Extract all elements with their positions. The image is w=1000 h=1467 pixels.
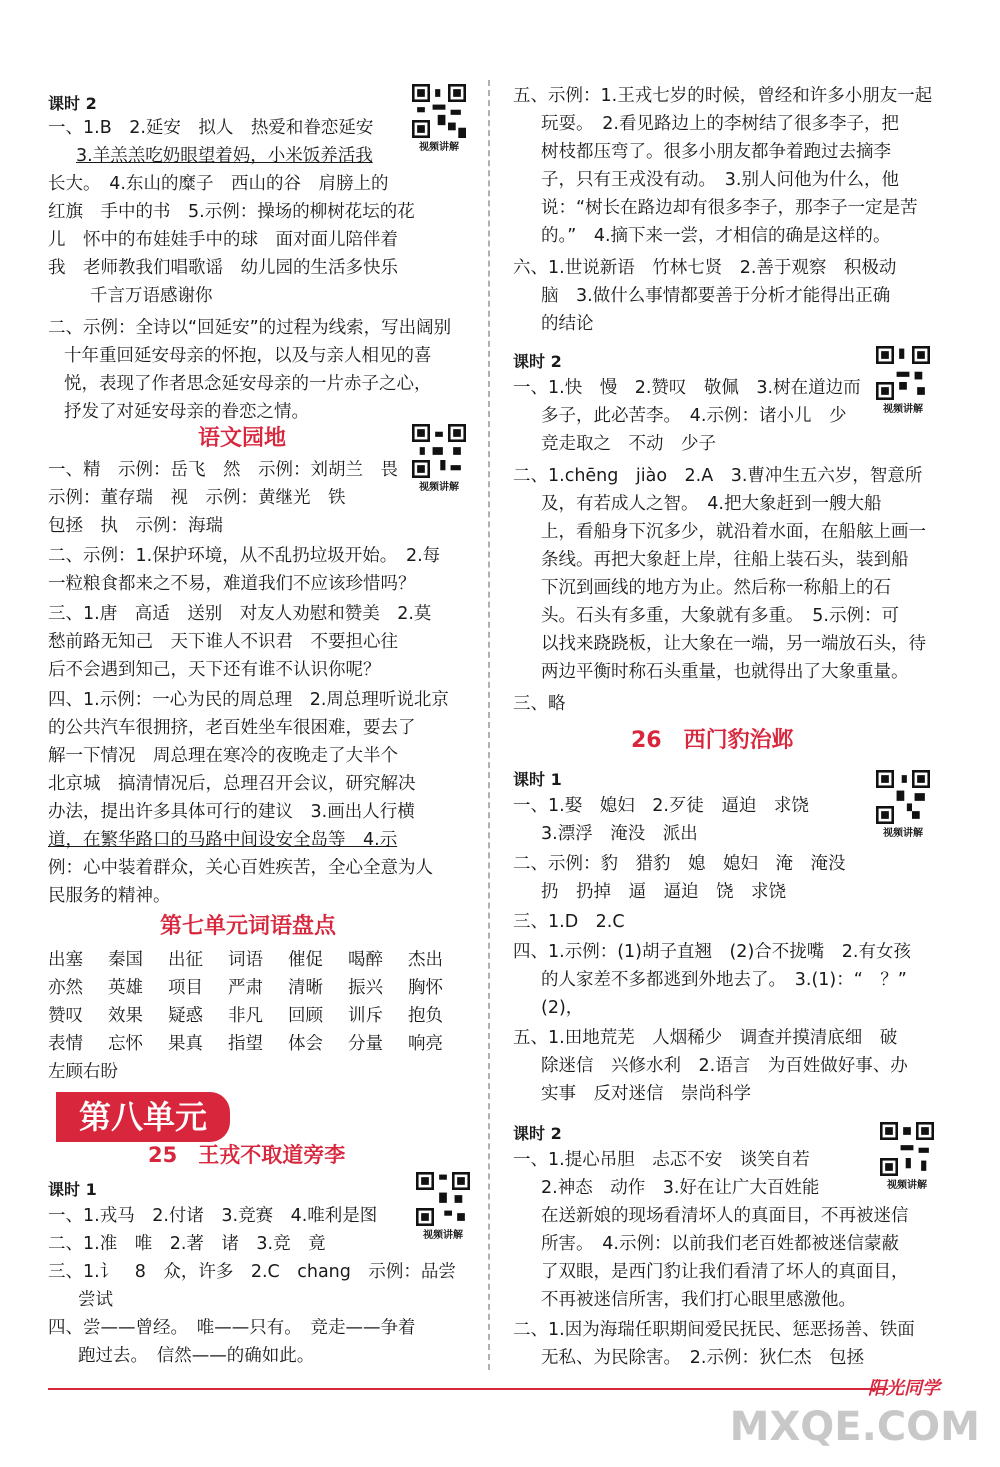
word: 疑惑 [168, 1006, 203, 1026]
answer-line: 千言万语感谢你 [90, 286, 213, 306]
word: 忘怀 [108, 1034, 143, 1054]
qr-label: 视频讲解 [419, 142, 459, 153]
answer-line: 3.羊羔羔吃奶眼望着妈，小米饭养活我 [76, 146, 373, 166]
word: 词语 [228, 950, 263, 970]
word: 表情 [48, 1034, 83, 1054]
brand-logo: 阳光同学 [868, 1378, 940, 1399]
qr-code[interactable] [412, 424, 466, 493]
answer-line: 五、示例：1.王戎七岁的时候，曾经和许多小朋友一起 [513, 86, 933, 106]
answer-line: 二、1.chēng jiào 2.A 3.曹冲生五六岁，智意所 [513, 466, 923, 486]
answer-line: 的人家差不多都逃到外地去了。 3.(1)：“ ？” [541, 970, 907, 990]
watermark: MXQE.COM [729, 1404, 980, 1450]
answer-line: 尝试 [78, 1290, 113, 1310]
word: 振兴 [348, 978, 383, 998]
unit-banner: 第八单元 [56, 1092, 230, 1142]
word: 英雄 [108, 978, 143, 998]
qr-code-icon [412, 84, 466, 138]
answer-line: 一、1.提心吊胆 忐忑不安 谈笑自若 [513, 1150, 810, 1170]
answer-line: (2)， [541, 998, 584, 1018]
qr-code[interactable] [412, 84, 466, 153]
qr-code-icon [416, 1172, 470, 1226]
word: 清晰 [288, 978, 323, 998]
section-title: 第七单元词语盘点 [160, 914, 337, 939]
word: 响亮 [408, 1034, 443, 1054]
word-row [48, 1030, 468, 1058]
answer-line: 子，只有王戎没有动。 3.别人问他为什么，他 [541, 170, 899, 190]
answer-line: 二、示例：豹 猎豹 媳 媳妇 淹 淹没 [513, 854, 846, 874]
answer-line: 二、示例：全诗以“回延安”的过程为线索，写出阔别 [48, 318, 452, 338]
word: 效果 [108, 1006, 143, 1026]
word-row [48, 974, 468, 1002]
answer-line: 红旗 手中的书 5.示例：操场的柳树花坛的花 [48, 202, 415, 222]
lesson-title: 26 西门豹治邺 [631, 728, 794, 753]
qr-code-icon [876, 770, 930, 824]
answer-line: 二、示例：1.保护环境，从不乱扔垃圾开始。 2.每 [48, 546, 441, 566]
word: 抱负 [408, 1006, 443, 1026]
answer-line: 三、1.D 2.C [513, 912, 625, 932]
qr-code[interactable] [876, 770, 930, 839]
answer-line: 四、1.示例：(1)胡子直翘 (2)合不拢嘴 2.有女孩 [513, 942, 911, 962]
answer-line: 长大。 4.东山的糜子 西山的谷 肩膀上的 [48, 174, 389, 194]
word: 非凡 [228, 1006, 263, 1026]
word: 亦然 [48, 978, 83, 998]
answer-line: 两边平衡时称石头重量，也就得出了大象重量。 [541, 662, 909, 682]
answer-line: 3.漂浮 淹没 派出 [541, 824, 698, 844]
answer-line: 二、1.准 唯 2.著 诸 3.竞 竟 [48, 1234, 326, 1254]
word: 胸怀 [408, 978, 443, 998]
answer-line: 办法，提出许多具体可行的建议 3.画出人行横 [48, 802, 415, 822]
word: 训斥 [348, 1006, 383, 1026]
answer-line: 的。” 4.摘下来一尝，才相信的确是这样的。 [541, 226, 891, 246]
answer-line: 下沉到画线的地方为止。然后称一称船上的石 [541, 578, 891, 598]
answer-line: 树枝都压弯了。很多小朋友都争着跑过去摘李 [541, 142, 891, 162]
answer-line: 的公共汽车很拥挤，老百姓坐车很困难，要去了 [48, 718, 416, 738]
word: 回顾 [288, 1006, 323, 1026]
answer-line: 扔 扔掉 逼 逼迫 饶 求饶 [541, 882, 786, 902]
answer-line: 条线。再把大象赶上岸，往船上装石头，装到船 [541, 550, 909, 570]
qr-label: 视频讲解 [883, 404, 923, 415]
word: 杰出 [408, 950, 443, 970]
section-label: 课时 1 [48, 1180, 97, 1199]
answer-line: 六、1.世说新语 竹林七贤 2.善于观察 积极动 [513, 258, 897, 278]
qr-code-icon [412, 424, 466, 478]
word: 赞叹 [48, 1006, 83, 1026]
answer-line: 后不会遇到知己，天下还有谁不认识你呢？ [48, 660, 381, 680]
word: 左顾右盼 [48, 1062, 118, 1082]
word-row [48, 1058, 168, 1086]
word: 体会 [288, 1034, 323, 1054]
answer-line: 三、1.唐 高适 送别 对友人劝慰和赞美 2.莫 [48, 604, 432, 624]
qr-label: 视频讲解 [883, 828, 923, 839]
section-label: 课时 2 [513, 352, 562, 371]
word: 催促 [288, 950, 323, 970]
qr-code[interactable] [416, 1172, 470, 1241]
answer-line: 头。石头有多重，大象就有多重。 5.示例：可 [541, 606, 899, 626]
word: 项目 [168, 978, 203, 998]
answer-line: 十年重回延安母亲的怀抱，以及与亲人相见的喜 [64, 346, 432, 366]
section-label: 课时 2 [513, 1124, 562, 1143]
answer-line: 实事 反对迷信 崇尚科学 [541, 1084, 751, 1104]
column-divider [488, 80, 490, 1370]
qr-code-icon [876, 346, 930, 400]
answer-line: 二、1.因为海瑞任职期间爱民抚民、惩恶扬善、铁面 [513, 1320, 915, 1340]
answer-line: 一、1.戎马 2.付诸 3.竞赛 4.唯利是图 [48, 1206, 378, 1226]
section-label: 课时 2 [48, 94, 97, 113]
answer-line: 上，看船身下沉多少，就沿着水面，在船舷上画一 [541, 522, 926, 542]
answer-line: 2.神态 动作 3.好在让广大百姓能 [541, 1178, 820, 1198]
answer-line: 竞走取之 不动 少子 [541, 434, 716, 454]
word: 出塞 [48, 950, 83, 970]
answer-line: 例：心中装着群众，关心百姓疾苦，全心全意为人 [48, 858, 433, 878]
answer-line: 及，有若成人之智。 4.把大象赶到一艘大船 [541, 494, 882, 514]
qr-label: 视频讲解 [419, 482, 459, 493]
answer-line: 道，在繁华路口的马路中间设安全岛等 4.示 [48, 830, 398, 850]
word: 喝醉 [348, 950, 383, 970]
answer-line: 所害。 4.示例：以前我们老百姓都被迷信蒙蔽 [541, 1234, 899, 1254]
qr-code[interactable] [880, 1122, 934, 1191]
answer-line: 北京城 搞清情况后，总理召开会议，研究解决 [48, 774, 416, 794]
answer-line: 悦，表现了作者思念延安母亲的一片赤子之心， [64, 374, 432, 394]
lesson-title: 25 王戎不取道旁李 [148, 1143, 346, 1167]
answer-line: 三、略 [513, 694, 566, 714]
answer-line: 无私、为民除害。 2.示例：狄仁杰 包拯 [541, 1348, 864, 1368]
qr-code[interactable] [876, 346, 930, 415]
word: 果真 [168, 1034, 203, 1054]
answer-line: 一、精 示例：岳飞 然 示例：刘胡兰 畏 [48, 460, 398, 480]
answer-line: 五、1.田地荒芜 人烟稀少 调查并摸清底细 破 [513, 1028, 898, 1048]
word: 严肃 [228, 978, 263, 998]
answer-line: 民服务的精神。 [48, 886, 171, 906]
answer-line: 的结论 [541, 314, 594, 334]
word: 指望 [228, 1034, 263, 1054]
word-row [48, 946, 468, 974]
answer-line: 以找来跷跷板，让大象在一端，另一端放石头，待 [541, 634, 926, 654]
word: 秦国 [108, 950, 143, 970]
answer-line: 在送新娘的现场看清坏人的真面目，不再被迷信 [541, 1206, 909, 1226]
answer-line: 四、1.示例：一心为民的周总理 2.周总理听说北京 [48, 690, 449, 710]
answer-line: 一、1.快 慢 2.赞叹 敬佩 3.树在道边而 [513, 378, 861, 398]
answer-line: 一、1.娶 媳妇 2.歹徒 逼迫 求饶 [513, 796, 809, 816]
answer-line: 一粒粮食都来之不易，难道我们不应该珍惜吗？ [48, 574, 416, 594]
answer-line: 解一下情况 周总理在寒冷的夜晚走了大半个 [48, 746, 398, 766]
answer-line: 除迷信 兴修水利 2.语言 为百姓做好事、办 [541, 1056, 908, 1076]
answer-line: 示例：董存瑞 视 示例：黄继光 铁 [48, 488, 346, 508]
qr-code-icon [880, 1122, 934, 1176]
answer-line: 了双眼，是西门豹让我们看清了坏人的真面目， [541, 1262, 909, 1282]
answer-line: 我 老师教我们唱歌谣 幼儿园的生活多快乐 [48, 258, 398, 278]
answer-line: 跑过去。 信然——的确如此。 [78, 1346, 315, 1366]
answer-line: 抒发了对延安母亲的眷恋之情。 [64, 402, 309, 422]
word: 分量 [348, 1034, 383, 1054]
answer-line: 愁前路无知己 天下谁人不识君 不要担心往 [48, 632, 398, 652]
section-title: 语文园地 [198, 426, 287, 451]
answer-line: 多子，此必苦李。 4.示例：诸小儿 少 [541, 406, 847, 426]
answer-line: 说：“树长在路边却有很多李子，那李子一定是苦 [541, 198, 918, 218]
section-label: 课时 1 [513, 770, 562, 789]
word: 出征 [168, 950, 203, 970]
answer-line: 一、1.B 2.延安 拟人 热爱和眷恋延安 [48, 118, 374, 138]
qr-label: 视频讲解 [423, 1230, 463, 1241]
answer-line: 四、尝——曾经。 唯——只有。 竞走——争着 [48, 1318, 416, 1338]
answer-line: 三、1.讠 8 众，许多 2.C chang 示例：品尝 [48, 1262, 456, 1282]
answer-line: 脑 3.做什么事情都要善于分析才能得出正确 [541, 286, 891, 306]
word-row [48, 1002, 468, 1030]
answer-line: 不再被迷信所害，我们打心眼里感激他。 [541, 1290, 856, 1310]
answer-line: 儿 怀中的布娃娃手中的球 面对面儿陪伴着 [48, 230, 398, 250]
answer-line: 玩耍。 2.看见路边上的李树结了很多李子，把 [541, 114, 899, 134]
footer-rule [48, 1388, 888, 1390]
answer-line: 包拯 执 示例：海瑞 [48, 516, 223, 536]
qr-label: 视频讲解 [887, 1180, 927, 1191]
